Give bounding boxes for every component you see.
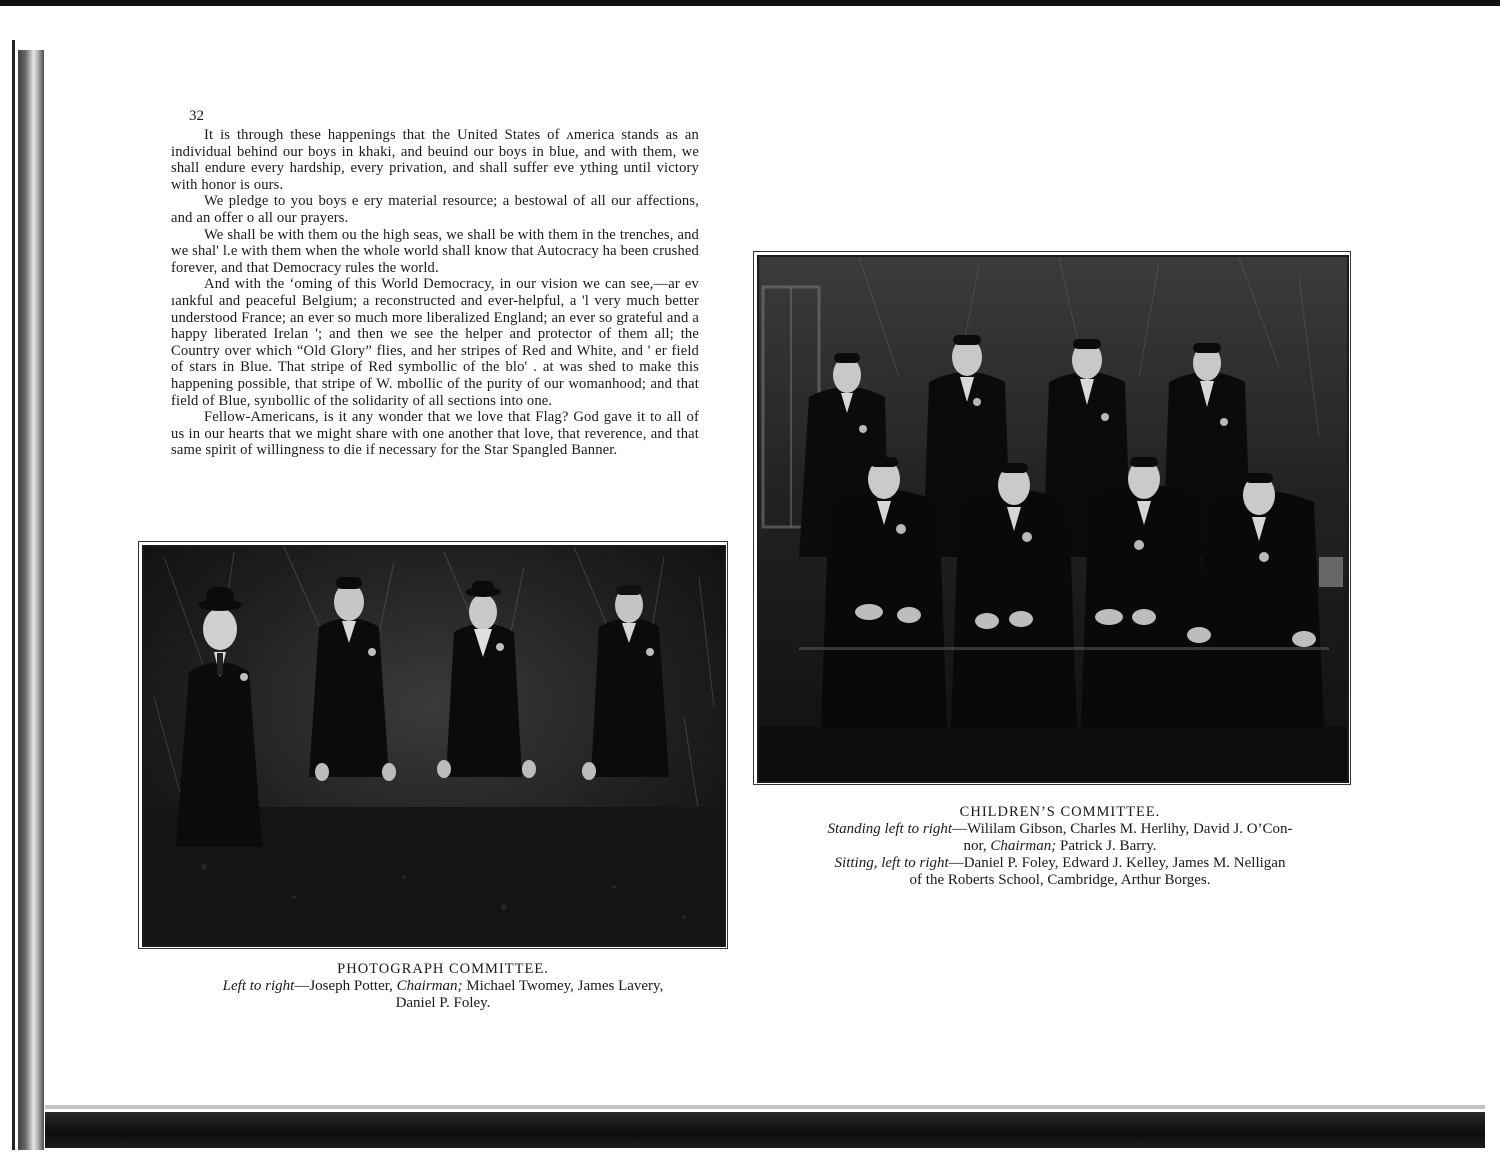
caption-title: CHILDREN’S COMMITTEE. <box>959 804 1161 820</box>
caption-names: nor, <box>963 838 991 854</box>
caption-lead: Standing left to right <box>827 821 953 837</box>
caption-line: Daniel P. Foley. <box>395 995 491 1011</box>
caption-line: of the Roberts School, Cambridge, Arthur Borges. <box>909 872 1211 888</box>
caption-names: —Wililam Gibson, Charles M. Herlihy, David J. O’Con- <box>952 821 1293 837</box>
paragraph: We pledge to you boys e ery material resource; a bestowal of all our affections, and an offer o all our prayers. <box>171 193 699 226</box>
scan-edge-left-line <box>12 40 15 1150</box>
caption-line <box>760 821 1360 838</box>
caption-line <box>150 978 736 995</box>
scan-edge-left <box>18 50 44 1150</box>
childrens-committee-caption <box>760 804 1360 889</box>
caption-line <box>760 838 1360 855</box>
body-text <box>171 127 699 459</box>
photograph-committee-caption <box>150 961 736 1012</box>
scan-edge-bottom <box>45 1112 1485 1148</box>
caption-names: —Daniel P. Foley, Edward J. Kelley, James M. Nelligan <box>948 855 1286 871</box>
page-number: 32 <box>189 108 204 124</box>
paragraph: And with the ʻoming of this World Democracy, in our vision we can see,—ar ev ıankful and peaceful Belgium; a reconstructed and ever-helpful, a 'l very much better understood France; an ever so much more liberalized England; an ever so grateful and a happy liberated Irelan '; and then we see the helper and protector of them all; the Country over which “Old Glory” flies, and her stripes of Red and White, and ' er field of stars in Blue. That stripe of Red symbollic of the blo' . at was shed to make this happening possible, that stripe of W. mbollic of the purity of our womanhood; and that field of Blue, syııbollic of the solidarity of all sections into one. <box>171 276 699 409</box>
caption-names: —Joseph Potter, <box>294 978 397 994</box>
caption-line <box>760 855 1360 872</box>
photograph-committee-photo <box>142 545 726 947</box>
paragraph: It is through these happenings that the United States of ʌmerica stands as an individual behind our boys in khaki, and beuind our boys in blue, and with them, we shall endure every hardship, every privation, and shall suffer eve ything until victory with honor is ours. <box>171 127 699 193</box>
scan-edge-bottom-highlight <box>45 1105 1485 1109</box>
caption-names: Michael Twomey, James Lavery, <box>462 978 664 994</box>
caption-lead: Left to right <box>222 978 295 994</box>
scan-edge-top <box>0 0 1500 6</box>
caption-lead: Sitting, left to right <box>834 855 949 871</box>
caption-role: Chairman; <box>396 978 463 994</box>
paragraph: We shall be with them ou the high seas, we shall be with them in the trenches, and we shal' l.e with them when the whole world shall know that Autocracy ha been crushed forever, and that Democracy rules the world. <box>171 226 699 276</box>
childrens-committee-photo <box>757 255 1349 783</box>
paragraph: Fellow-Americans, is it any wonder that we love that Flag? God gave it to all of us in our hearts that we might share with one another that love, that reverence, and that same spirit of willingness to die if necessary for the Star Spangled Banner. <box>171 409 699 459</box>
caption-title: PHOTOGRAPH COMMITTEE. <box>337 961 549 977</box>
caption-role: Chairman; <box>990 838 1057 854</box>
caption-names: Patrick J. Barry. <box>1056 838 1157 854</box>
